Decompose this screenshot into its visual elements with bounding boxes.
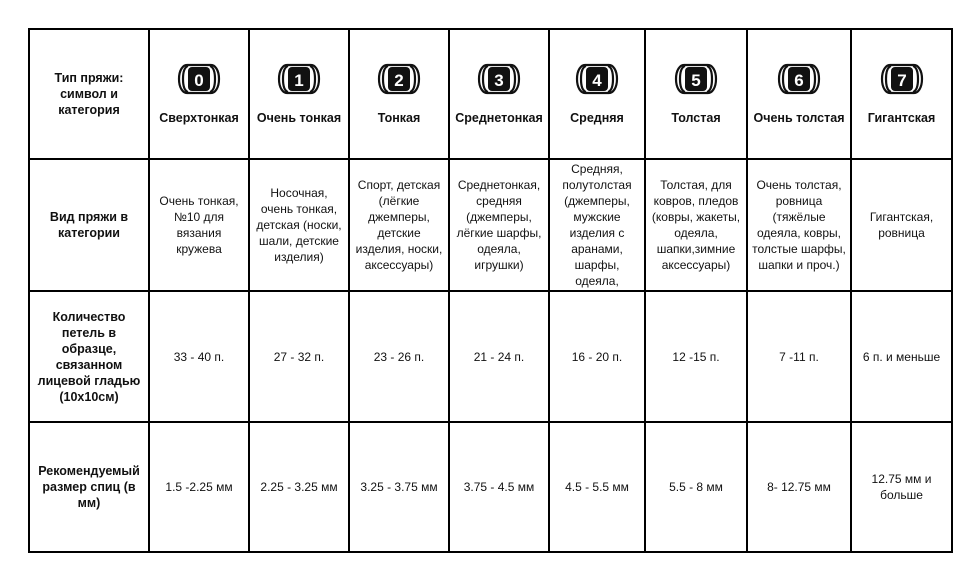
yarn-weight-table [28,28,953,553]
category-header-2 [349,29,449,159]
stitch-count-cell: 12 -15 п. [645,291,747,422]
skein-strand [410,79,415,92]
skein-strand [283,79,288,92]
yarn-type-row [29,159,952,291]
category-name: Тонкая [377,111,421,125]
category-number: 6 [794,71,804,90]
stitch-count-row [29,291,952,422]
yarn-type-text: Среднетонкая, средняя (джемперы, лёгкие шарфы, одеяла, игрушки) [456,178,542,272]
yarn-type-text: Гигантская, ровница [869,210,934,240]
skein-strand [886,79,891,92]
skein-strand [783,79,788,92]
skein-strand [383,79,388,92]
needle-size-cell: 5.5 - 8 мм [645,422,747,552]
row-header-needle-size: Рекомендуемый размер спиц (в мм) [29,422,149,552]
skein-strand [210,79,215,92]
yarn-type-text: Толстая, для ковров, пледов (ковры, жакеты, одеяла, шапки,зимние аксессуары) [651,178,741,272]
category-header-1 [249,29,349,159]
yarn-type-text: Очень тонкая, №10 для вязания кружева [159,194,239,256]
yarn-skein-svg [572,62,622,96]
needle-size-row [29,422,952,552]
needle-size-cell: 4.5 - 5.5 мм [549,422,645,552]
skein-strand [383,66,388,79]
stitch-count-cell: 6 п. и меньше [851,291,952,422]
needle-size-cell: 3.75 - 4.5 мм [449,422,549,552]
stitch-count-cell: 21 - 24 п. [449,291,549,422]
category-row [29,29,952,159]
skein-strand [913,79,918,92]
row-header-stitch-count: Количество петель в образце, связанном лицевой гладью (10x10см) [29,291,149,422]
yarn-skein-svg [174,62,224,96]
skein-strand [680,66,685,79]
skein-strand [810,79,815,92]
category-header-0 [149,29,249,159]
skein-strand [510,79,515,92]
skein-strand [581,66,586,79]
yarn-type-cell [349,159,449,291]
yarn-skein-svg [774,62,824,96]
yarn-type-text: Носочная, очень тонкая, детская (носки, шали, детские изделия) [256,186,342,264]
category-number: 3 [494,71,504,90]
skein-strand [608,66,613,79]
needle-size-cell: 8- 12.75 мм [747,422,851,552]
needle-size-cell: 2.25 - 3.25 мм [249,422,349,552]
category-name: Средняя [570,111,624,125]
skein-strand [410,66,415,79]
skein-strand [510,66,515,79]
yarn-type-cell [645,159,747,291]
stitch-count-cell: 7 -11 п. [747,291,851,422]
category-number: 4 [592,71,602,90]
yarn-skein-icon [174,62,224,96]
yarn-type-text: Спорт, детская (лёгкие джемперы, детские изделия, носки, аксессуары) [355,178,443,272]
skein-strand [310,66,315,79]
yarn-type-cell [851,159,952,291]
category-name: Сверхтонкая [159,111,239,125]
needle-size-cell: 12.75 мм и больше [851,422,952,552]
skein-strand [483,66,488,79]
yarn-skein-icon [774,62,824,96]
skein-strand [210,66,215,79]
skein-strand [913,66,918,79]
yarn-type-text: Очень толстая, ровница (тяжёлые одеяла, ковры, толстые шарфы, шапки и проч.) [752,178,846,272]
stitch-count-cell: 16 - 20 п. [549,291,645,422]
skein-strand [310,79,315,92]
skein-strand [283,66,288,79]
yarn-skein-svg [374,62,424,96]
needle-size-cell: 1.5 -2.25 мм [149,422,249,552]
category-header-4 [549,29,645,159]
category-number: 0 [194,71,204,90]
skein-strand [581,79,586,92]
skein-strand [483,79,488,92]
category-header-6 [747,29,851,159]
yarn-skein-icon [671,62,721,96]
yarn-skein-svg [877,62,927,96]
category-number: 5 [691,71,701,90]
skein-strand [608,79,613,92]
stitch-count-cell: 33 - 40 п. [149,291,249,422]
yarn-type-cell [549,159,645,291]
skein-strand [680,79,685,92]
category-header-5 [645,29,747,159]
stitch-count-cell: 23 - 26 п. [349,291,449,422]
yarn-skein-svg [474,62,524,96]
category-number: 2 [394,71,404,90]
skein-strand [783,66,788,79]
skein-strand [183,79,188,92]
yarn-skein-icon [374,62,424,96]
category-name: Гигантская [867,111,936,125]
yarn-type-cell [747,159,851,291]
skein-strand [707,66,712,79]
category-name: Очень толстая [753,111,845,125]
yarn-skein-svg [671,62,721,96]
yarn-type-cell [149,159,249,291]
skein-strand [810,66,815,79]
skein-strand [707,79,712,92]
yarn-skein-svg [274,62,324,96]
category-name: Толстая [671,111,721,125]
category-number: 7 [896,71,907,90]
category-name: Очень тонкая [256,111,342,125]
needle-size-cell: 3.25 - 3.75 мм [349,422,449,552]
yarn-skein-icon [572,62,622,96]
yarn-skein-icon [474,62,524,96]
yarn-skein-icon [877,62,927,96]
skein-strand [183,66,188,79]
category-number: 1 [294,71,304,90]
row-header-category: Тип пряжи: символ и категория [29,29,149,159]
yarn-type-text: Средняя, полутолстая (джемперы, мужские изделия с аранами, шарфы, одеяла, [562,162,632,288]
category-name: Среднетонкая [455,111,543,125]
category-header-3 [449,29,549,159]
yarn-skein-icon [274,62,324,96]
category-header-7 [851,29,952,159]
stitch-count-cell: 27 - 32 п. [249,291,349,422]
row-header-yarn-type: Вид пряжи в категории [29,159,149,291]
yarn-type-cell [449,159,549,291]
skein-strand [886,66,891,79]
yarn-type-cell [249,159,349,291]
